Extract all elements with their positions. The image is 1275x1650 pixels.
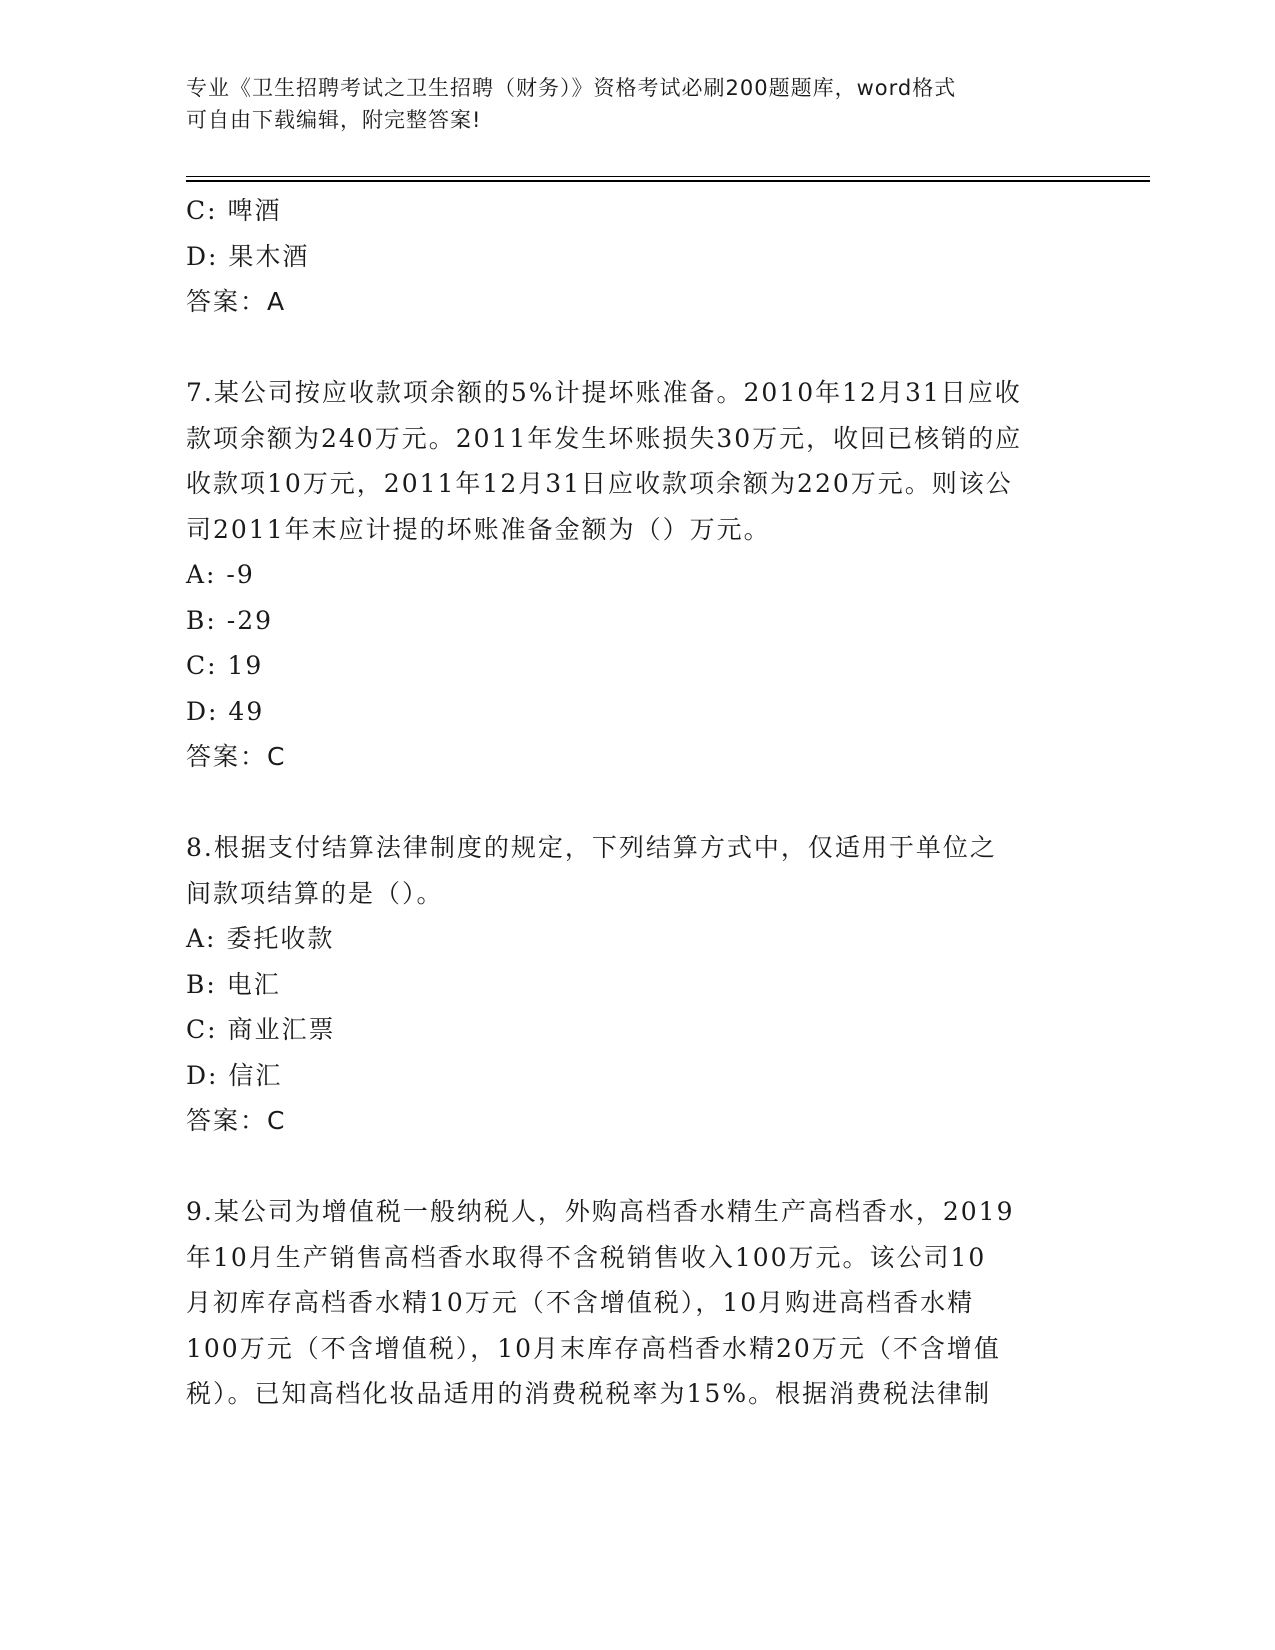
question-stem-line: 9.某公司为增值税一般纳税人，外购高档香水精生产高档香水，2019 bbox=[186, 1197, 1015, 1226]
question-8 bbox=[186, 825, 1086, 1144]
question-stem-line: 7.某公司按应收款项余额的5%计提坏账准备。2010年12月31日应收 bbox=[186, 378, 1022, 407]
spacer bbox=[186, 1144, 1086, 1190]
option-d: D: 49 bbox=[186, 696, 265, 726]
option-d: D: 果木酒 bbox=[186, 241, 310, 271]
question-stem-line: 月初库存高档香水精10万元（不含增值税），10月购进高档香水精 bbox=[186, 1288, 975, 1317]
answer: 答案：C bbox=[186, 1106, 287, 1135]
option-c: C: 19 bbox=[186, 651, 264, 680]
question-stem-line: 税）。已知高档化妆品适用的消费税税率为15%。根据消费税法律制 bbox=[186, 1379, 992, 1408]
answer: 答案：C bbox=[186, 742, 287, 771]
option-a: A: 委托收款 bbox=[186, 924, 335, 953]
option-b: B: -29 bbox=[186, 605, 273, 635]
spacer bbox=[186, 325, 1086, 371]
header-divider-thick bbox=[186, 180, 1150, 182]
question-stem-line: 年10月生产销售高档香水取得不含税销售收入100万元。该公司10 bbox=[186, 1242, 987, 1272]
question-stem-line: 款项余额为240万元。2011年发生坏账损失30万元，收回已核销的应 bbox=[186, 423, 1023, 453]
option-c: C: 啤酒 bbox=[186, 196, 282, 225]
question-9 bbox=[186, 1189, 1086, 1417]
question-stem-line: 间款项结算的是（）。 bbox=[186, 878, 444, 908]
question-stem-line: 收款项10万元，2011年12月31日应收款项余额为220万元。则该公 bbox=[186, 469, 1013, 498]
question-stem-line: 8.根据支付结算法律制度的规定，下列结算方式中，仅适用于单位之 bbox=[186, 833, 997, 862]
option-c: C: 商业汇票 bbox=[186, 1015, 336, 1044]
question-stem-line: 100万元（不含增值税），10月末库存高档香水精20万元（不含增值 bbox=[186, 1333, 1001, 1363]
question-stem-line: 司2011年末应计提的坏账准备金额为（）万元。 bbox=[186, 514, 771, 544]
question-6 bbox=[186, 188, 1086, 325]
answer: 答案：A bbox=[186, 287, 287, 316]
header-line-1: 专业《卫生招聘考试之卫生招聘（财务）》资格考试必刷200题题库，word格式 bbox=[186, 76, 957, 100]
option-a: A: -9 bbox=[186, 560, 255, 589]
document-body bbox=[186, 188, 1086, 1417]
header-divider-thin bbox=[186, 176, 1150, 177]
question-7 bbox=[186, 370, 1086, 780]
document-header bbox=[186, 72, 1066, 136]
header-line-2: 可自由下载编辑，附完整答案! bbox=[186, 108, 482, 132]
option-d: D: 信汇 bbox=[186, 1060, 283, 1090]
spacer bbox=[186, 780, 1086, 826]
option-b: B: 电汇 bbox=[186, 969, 281, 999]
